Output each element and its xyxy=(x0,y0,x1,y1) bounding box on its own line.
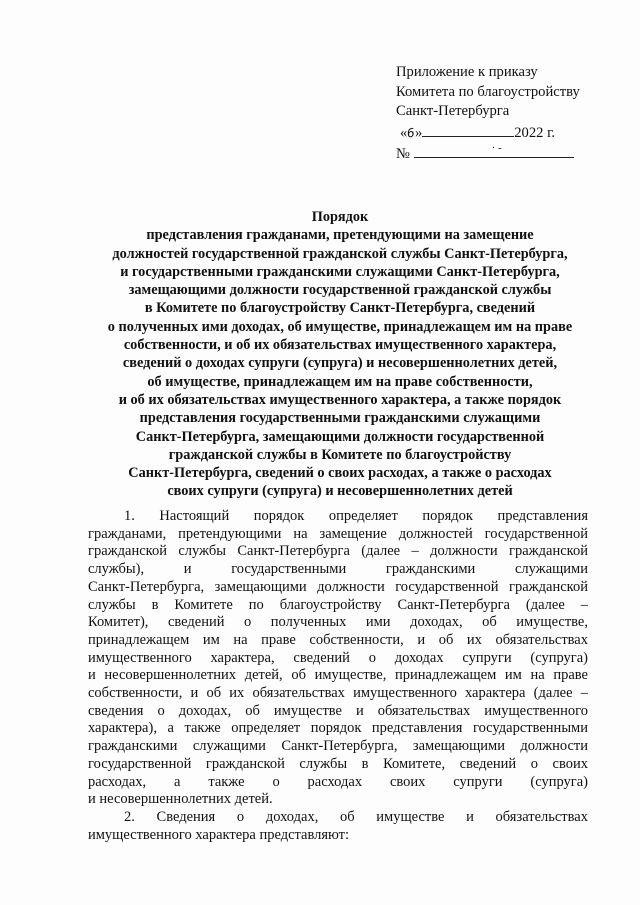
title-line: Санкт-Петербурга, замещающими должности государственной xyxy=(135,428,545,445)
title-line: представления государственными гражданскими служащими xyxy=(139,410,541,427)
paragraph-1-line: расходах, а также о расходах своих супруги (супруга) xyxy=(88,773,588,790)
appendix-number-line xyxy=(396,143,606,165)
date-day-handwritten: 6 xyxy=(406,125,416,140)
paragraph-2-line: 2. Сведения о доходах, об имуществе и обязательствах xyxy=(124,808,588,825)
title-line: гражданской службы в Комитете по благоустройству xyxy=(168,446,512,463)
paragraph-1-line: собственности, и об их обязательствах имущественного характера (далее – xyxy=(88,685,588,702)
paragraph-1-line: гражданами, претендующими на замещение должностей государственной xyxy=(88,525,588,542)
paragraph-1-line: гражданской службы Санкт-Петербурга (далее – должности гражданской xyxy=(88,543,588,560)
title-line: в Комитете по благоустройству Санкт-Петербурга, сведений xyxy=(144,300,536,317)
document-title xyxy=(70,208,610,501)
title-heading: Порядок xyxy=(311,209,369,225)
paragraph-1-line: службы в Комитете по благоустройству Санкт-Петербурга (далее – xyxy=(88,596,588,613)
paragraph-1-line: Комитет), сведений о полученных ими доходах, об имуществе, xyxy=(88,614,588,631)
paragraph-1-line: государственной гражданской службы в Комитете, сведений о своих xyxy=(88,755,588,772)
appendix-line-2: Комитета по благоустройству xyxy=(396,83,580,100)
paragraph-2-line: имущественного характера представляют: xyxy=(88,826,350,843)
title-line: должностей государственной гражданской службы Санкт-Петербурга, xyxy=(112,245,568,262)
title-line: о полученных ими доходах, об имуществе, принадлежащем им на праве xyxy=(107,318,573,335)
paragraph-1-line: сведения о доходах, об имуществе и обязательствах имущественного xyxy=(88,702,588,719)
number-label: № xyxy=(396,146,410,162)
paragraph-1-line: и несовершеннолетних детей. xyxy=(88,791,273,808)
appendix-header xyxy=(396,63,606,165)
paragraph-1-line: гражданскими служащими Санкт-Петербурга, замещающими должности xyxy=(88,738,588,755)
appendix-line-1: Приложение к приказу xyxy=(396,64,538,80)
paragraph-1-line: характера), а также определяет порядок представления государственными xyxy=(88,720,588,737)
paragraph-1-line: имущественного характера, сведений о доходах супруги (супруга) xyxy=(88,649,588,666)
title-line: собственности, и об их обязательствах имущественного характера, xyxy=(123,337,557,354)
date-close-quote: » xyxy=(414,124,423,141)
title-line: об имуществе, принадлежащем им на праве собственности, xyxy=(147,373,533,390)
title-line: замещающими должности государственной гражданской службы xyxy=(128,282,552,299)
date-open-quote: « xyxy=(400,124,408,141)
paragraph-1-line: службы), и государственными гражданскими служащими xyxy=(88,561,588,578)
title-line: Санкт-Петербурга, сведений о своих расходах, а также о расходах xyxy=(128,465,552,482)
paragraph-1-line: и несовершеннолетних детей, об имуществе, принадлежащем им на праве xyxy=(88,667,588,684)
title-line: и государственными гражданскими служащими Санкт-Петербурга, xyxy=(120,263,560,280)
paragraph-1-line: 1. Настоящий порядок определяет порядок представления xyxy=(124,508,588,524)
title-line: сведений о доходах супруги (супруга) и несовершеннолетних детей, xyxy=(122,355,558,372)
appendix-line-3: Санкт-Петербурга xyxy=(396,103,510,119)
document-body xyxy=(88,508,588,844)
date-year: 2022 г. xyxy=(514,124,556,141)
date-month-blank xyxy=(422,122,514,137)
title-line: своих супруги (супруга) и несовершеннолетних детей xyxy=(167,483,513,500)
paragraph-1-line: принадлежащем им на праве собственности, и об их обязательствах xyxy=(88,631,588,648)
title-line: представления гражданами, претендующими на замещение xyxy=(146,227,534,244)
number-blank xyxy=(414,143,574,158)
title-line: и об их обязательствах имущественного характера, а также порядок xyxy=(118,391,562,408)
number-handwritten-mark: · - xyxy=(491,142,502,154)
paragraph-1-line: Санкт-Петербурга, замещающими должности государственной гражданской xyxy=(88,578,588,595)
